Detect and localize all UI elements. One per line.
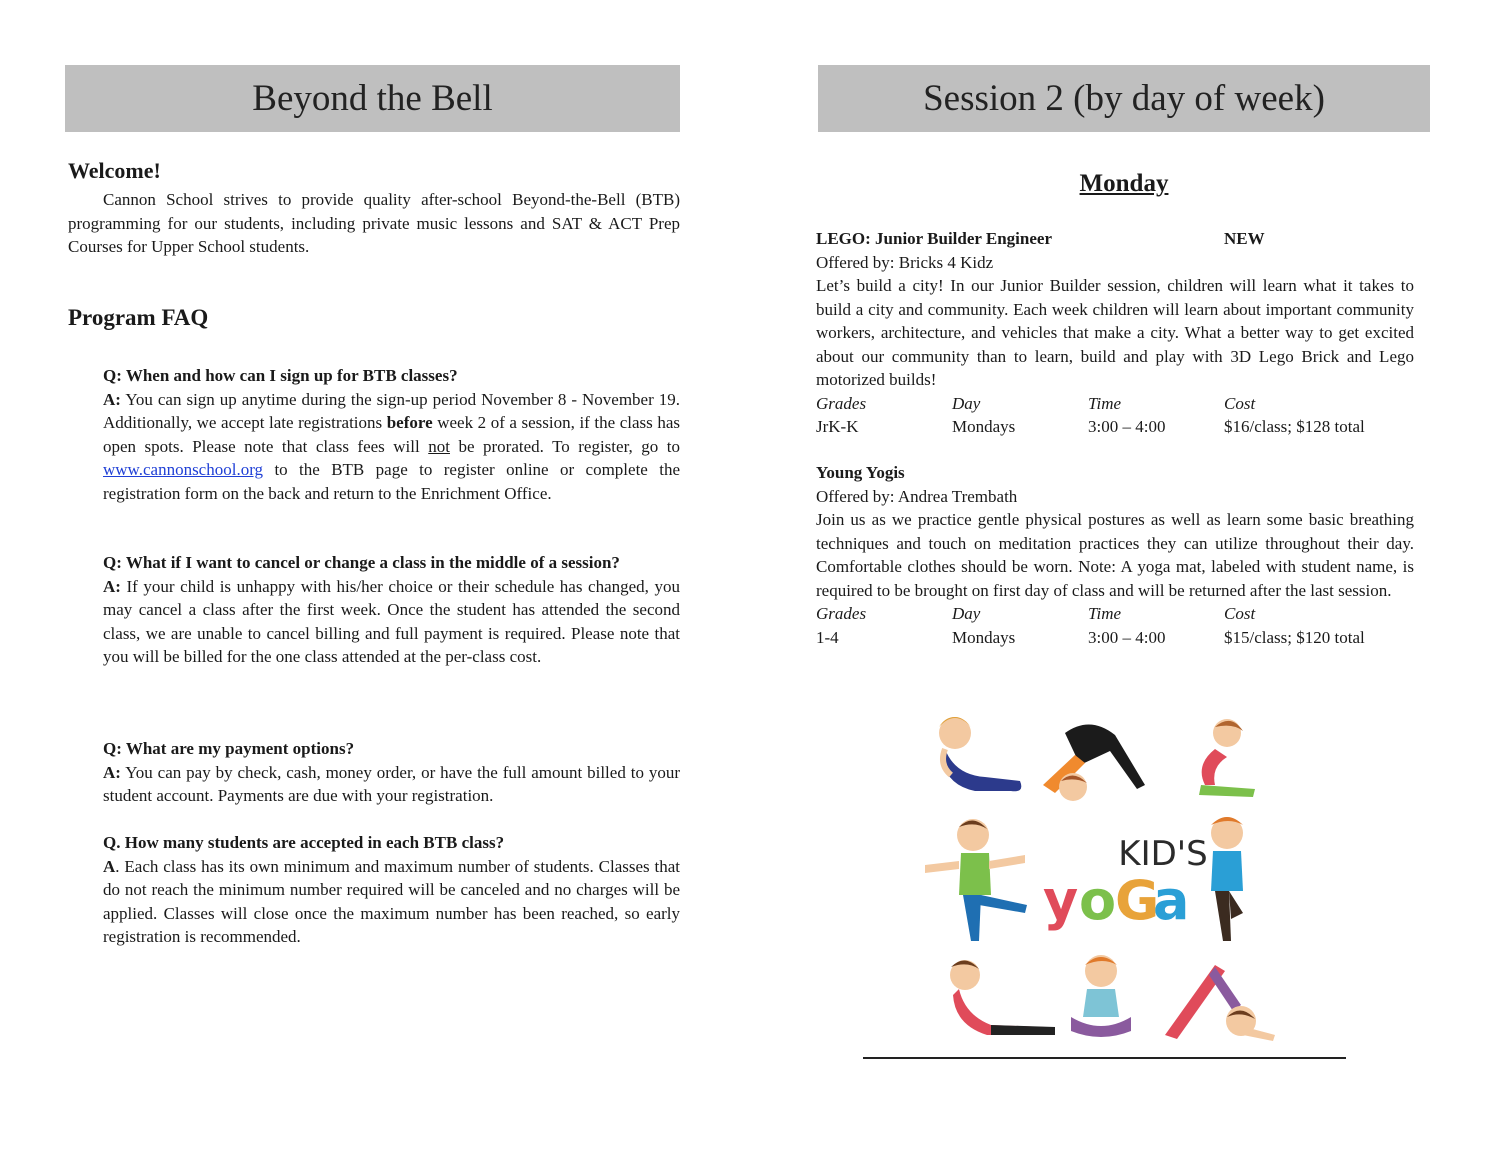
course-provider: Offered by: Andrea Trembath <box>816 486 1018 506</box>
course-details <box>816 602 1414 649</box>
cost-value: $15/class; $120 total <box>1224 627 1365 647</box>
time-value: 3:00 – 4:00 <box>1088 627 1166 647</box>
faq-question: Q: What if I want to cancel or change a class in the middle of a session? <box>103 553 620 572</box>
bottom-rule <box>863 1057 1346 1059</box>
cost-header: Cost <box>1224 393 1256 413</box>
yoga-kid-downdog-red <box>1165 965 1275 1041</box>
faq-question: Q: What are my payment options? <box>103 739 355 758</box>
grades-value: JrK-K <box>816 417 859 436</box>
faq-answer: A: You can pay by check, cash, money order, or have the full amount billed to your student account. Payments are due with your registration. <box>103 762 680 805</box>
yoga-kid-cobra-bottom <box>950 960 1055 1035</box>
faq-item <box>103 737 680 808</box>
grades-header: Grades <box>816 604 867 623</box>
day-header: Day <box>952 393 981 413</box>
yoga-kid-cobra <box>939 717 1021 791</box>
kids-yoga-illustration <box>915 705 1287 1050</box>
yoga-letter-g: G <box>1115 869 1160 932</box>
yoga-letter-a: a <box>1153 869 1190 932</box>
faq-item <box>103 551 680 669</box>
yoga-kid-warrior <box>925 819 1027 941</box>
grades-value: 1-4 <box>816 627 839 647</box>
welcome-paragraph <box>68 188 680 259</box>
cost-value: $16/class; $128 total <box>1224 417 1365 436</box>
course-lego <box>816 227 1414 439</box>
course-title-row <box>816 461 1414 485</box>
course-description: Let’s build a city! In our Junior Builder session, children will learn what it takes to build a city and community. Each week children will learn about important community workers, architecture, and vehicles that make a city. What a better way to get excited about our community than to learn, build and play with 3D Lego Brick and Lego motorized builds! <box>816 276 1414 389</box>
yoga-letter-y: y <box>1043 869 1079 932</box>
welcome-text: Cannon School strives to provide quality after-school Beyond-the-Bell (BTB) programming for our students, including private music lessons and SAT & ACT Prep Courses for Upper School students. <box>68 190 680 256</box>
cost-header: Cost <box>1224 604 1256 623</box>
time-header: Time <box>1088 604 1122 623</box>
faq-question: Q: When and how can I sign up for BTB classes? <box>103 366 458 385</box>
banner-beyond-the-bell: Beyond the Bell <box>65 65 680 132</box>
day-heading-monday: Monday <box>1079 170 1169 197</box>
faq-item <box>103 831 680 949</box>
banner-session-2: Session 2 (by day of week) <box>818 65 1430 132</box>
kids-label: KID'S <box>1118 834 1208 874</box>
yoga-kid-camel <box>1199 719 1255 797</box>
faq-answer: A. Each class has its own minimum and maximum number of students. Classes that do not reach the minimum number required will be canceled and no charges will be applied. Classes will close once the maximum number has been reached, so early registration is recommended. <box>103 856 680 946</box>
faq-answer: A: You can sign up anytime during the sign-up period November 8 - November 19. Additionally, we accept late registrations before week 2 of a session, if the class has open spots. Please note that class fees will not be prorated. To register, go to www.cannonschool.org to the BTB page to register online or complete the registration form on the back and return to the Enrichment Office. <box>103 389 680 503</box>
faq-answer: A: If your child is unhappy with his/her choice or their schedule has changed, you may cancel a class after the first week. Once the student has attended the second class, we are unable to cancel billing and full payment is required. Please note that you will be billed for the one class attended at the per-class cost. <box>103 576 680 666</box>
new-badge: NEW <box>1224 229 1265 248</box>
faq-item <box>103 364 680 505</box>
yoga-kid-lotus <box>1071 955 1131 1037</box>
grades-header: Grades <box>816 393 867 413</box>
yoga-kid-tree <box>1211 817 1243 941</box>
day-value: Mondays <box>952 417 1016 436</box>
course-title-row <box>816 227 1414 251</box>
yoga-letter-o: o <box>1079 869 1117 932</box>
faq-heading: Program FAQ <box>68 305 209 330</box>
welcome-heading: Welcome! <box>68 158 161 183</box>
yoga-kid-downdog-black <box>1043 724 1145 801</box>
course-young-yogis <box>816 461 1414 649</box>
course-description: Join us as we practice gentle physical postures as well as learn some basic breathing techniques and touch on meditation practices they can utilize throughout their day. Comfortable clothes should be worn. Note: A yoga mat, labeled with student name, is required to be brought on first day of class and will be returned after the last session. <box>816 510 1414 600</box>
day-value: Mondays <box>952 627 1016 647</box>
course-title: LEGO: Junior Builder Engineer <box>816 229 1052 248</box>
course-provider: Offered by: Bricks 4 Kidz <box>816 252 994 272</box>
cannonschool-link[interactable]: www.cannonschool.org <box>103 460 264 479</box>
course-details <box>816 392 1414 439</box>
faq-question: Q. How many students are accepted in each BTB class? <box>103 833 505 852</box>
day-header: Day <box>952 604 981 623</box>
time-header: Time <box>1088 393 1122 413</box>
course-title: Young Yogis <box>816 463 905 482</box>
time-value: 3:00 – 4:00 <box>1088 417 1166 436</box>
